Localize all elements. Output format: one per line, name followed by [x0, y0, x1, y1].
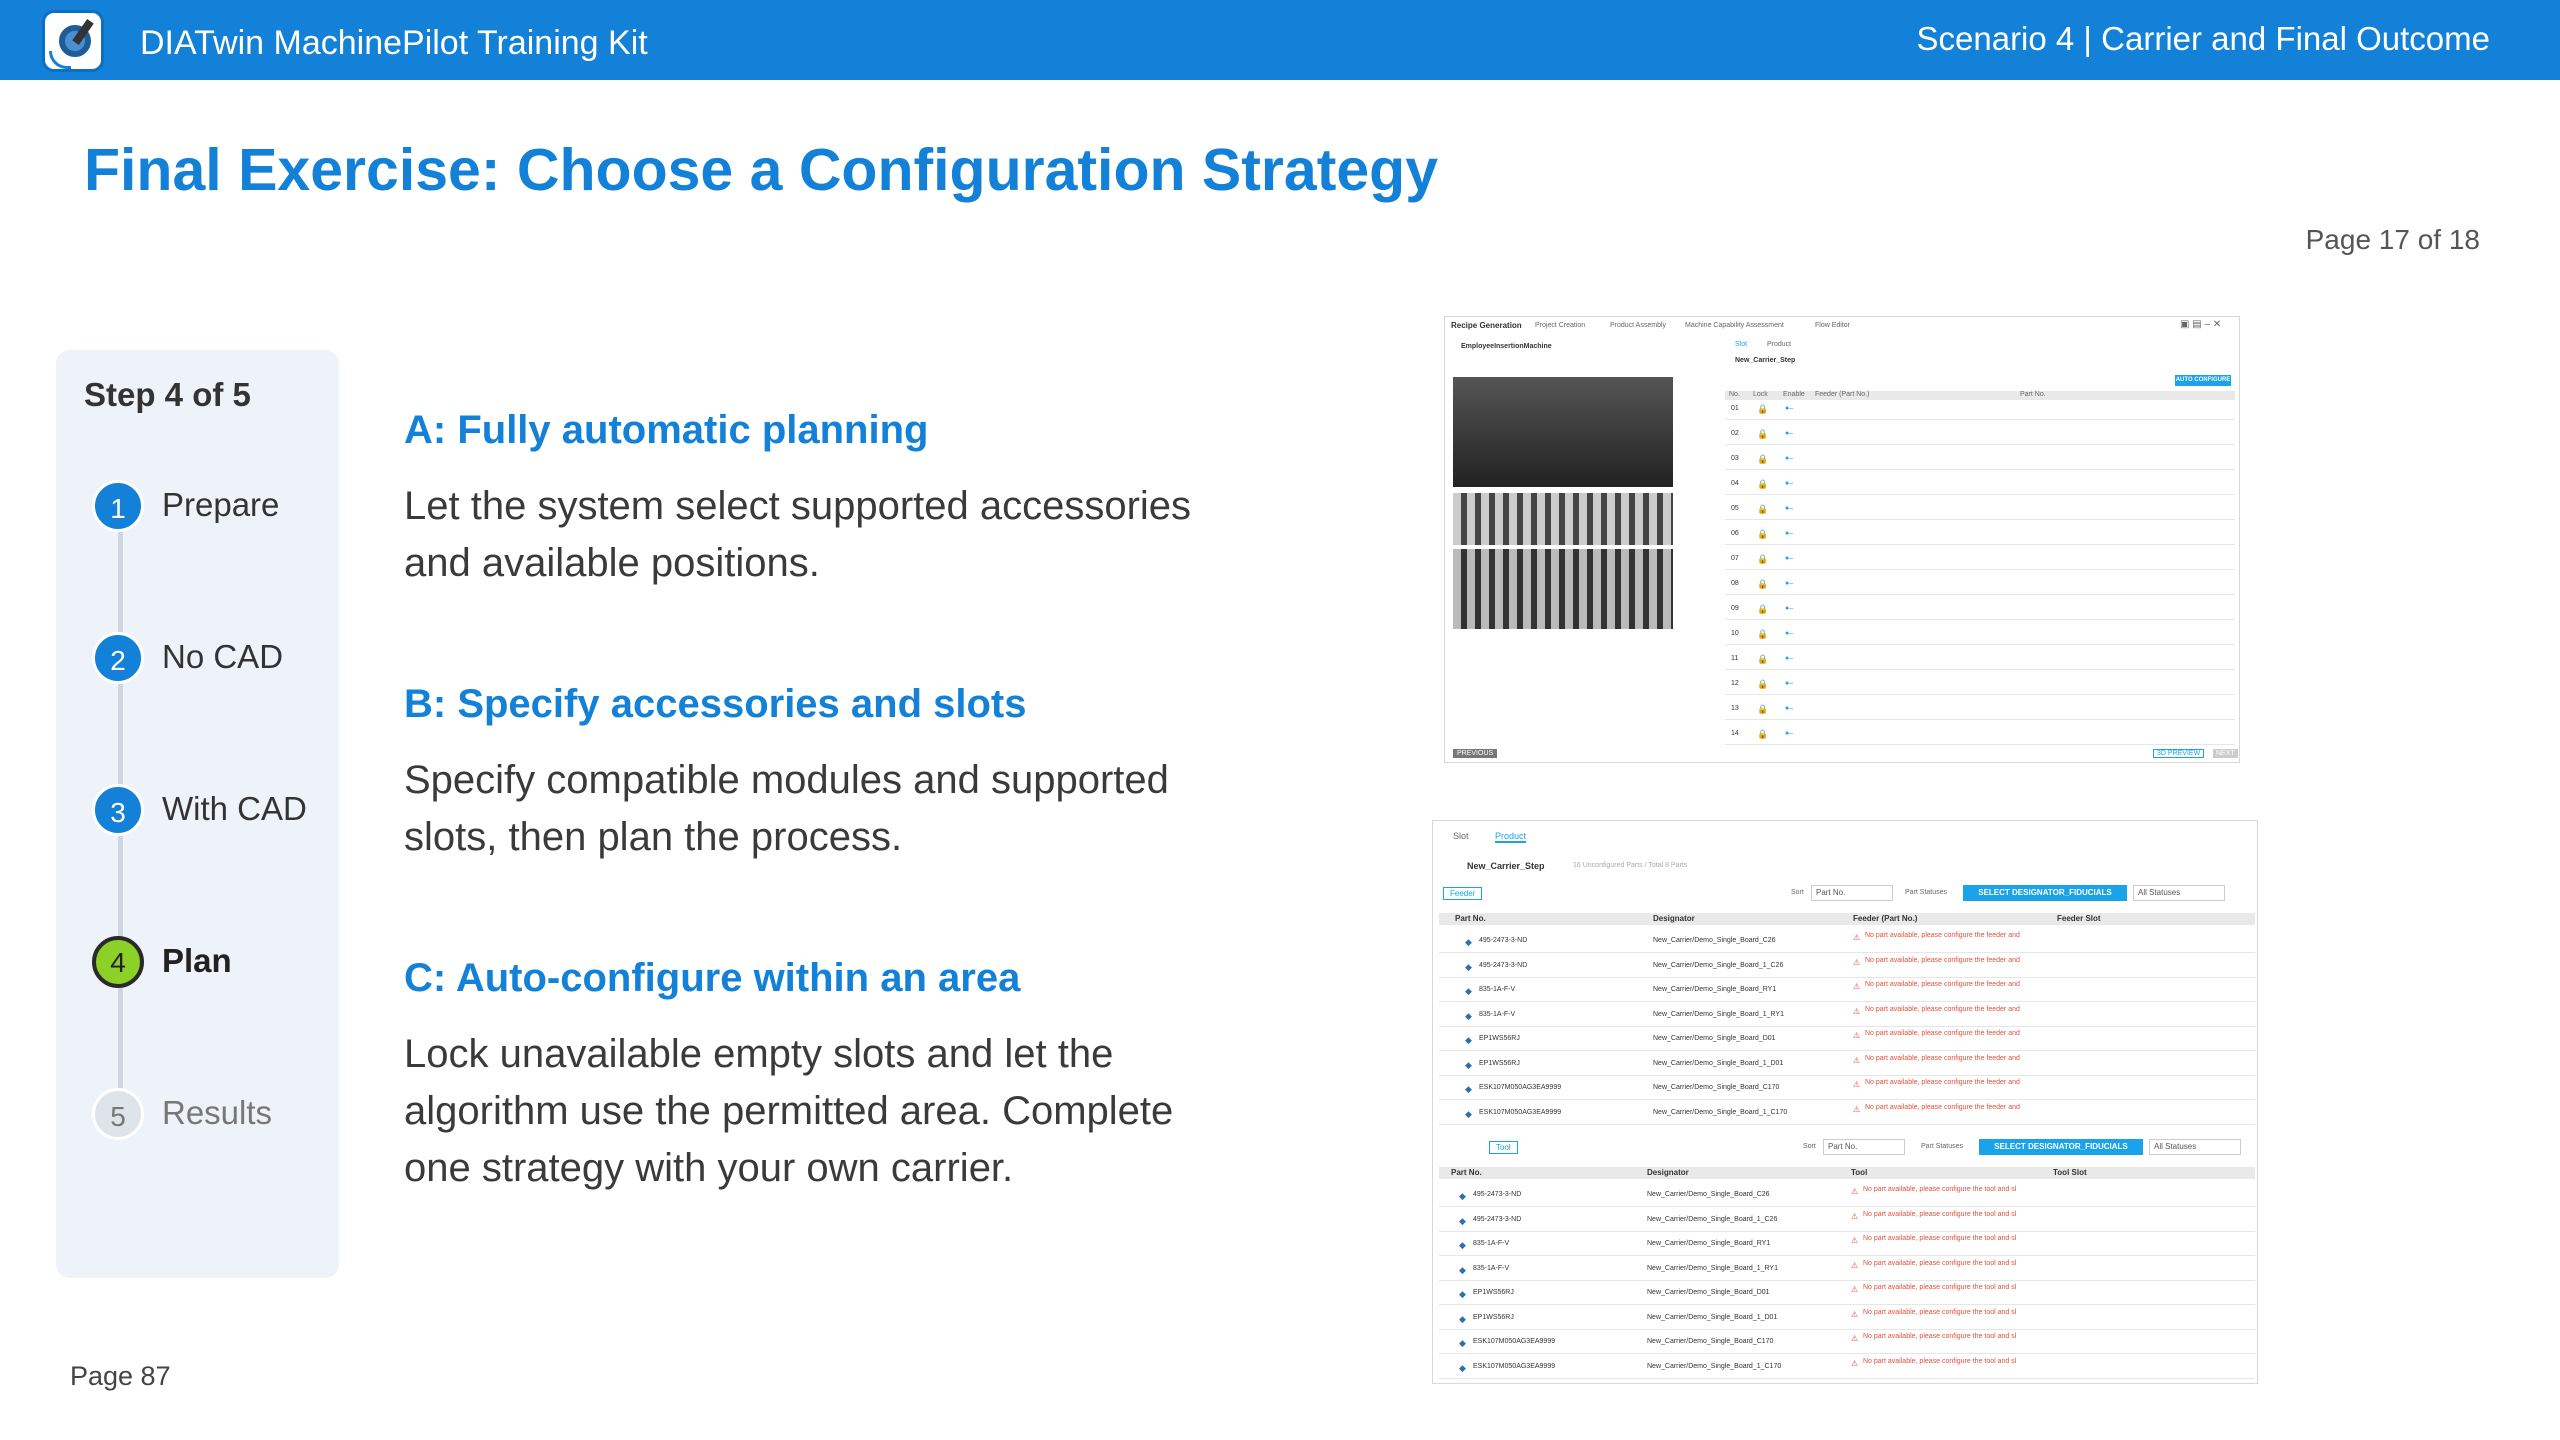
warning-icon: ⚠ [1853, 1104, 1861, 1114]
enable-toggle-icon[interactable]: ●‒ [1785, 730, 1794, 737]
status-select[interactable]: All Statuses [2133, 885, 2225, 901]
warning-icon: ⚠ [1851, 1358, 1859, 1368]
config-warning: No part available, please configure the tool and sl [1863, 1259, 2017, 1267]
lock-icon[interactable]: 🔒 [1757, 504, 1769, 514]
designator: New_Carrier/Demo_Single_Board_1_D01 [1653, 1059, 1784, 1067]
row-divider [1725, 494, 2235, 495]
col-part-no: Part No. [1451, 1168, 1482, 1177]
warning-icon: ⚠ [1853, 933, 1861, 942]
designator: New_Carrier/Demo_Single_Board_C170 [1647, 1338, 1774, 1345]
slot-number: 02 [1731, 430, 1739, 437]
sort-select[interactable]: Part No. [1811, 885, 1893, 901]
enable-toggle-icon[interactable]: ●‒ [1785, 480, 1794, 487]
option-a-body: Let the system select supported accessories and available positions. [404, 484, 1192, 585]
slot-number: 08 [1731, 580, 1739, 587]
row-divider [1725, 594, 2235, 595]
part-statuses-label: Part Statuses [1905, 889, 1948, 896]
config-warning: No part available, please configure the feeder and [1865, 981, 2020, 988]
part-number: EP1WS56RJ [1473, 1289, 1514, 1296]
lock-icon[interactable]: 🔒 [1757, 704, 1769, 714]
sort-select[interactable]: Part No. [1823, 1139, 1905, 1155]
option-b-body: Specify compatible modules and supported slots, then plan the process. [404, 758, 1169, 859]
enable-toggle-icon[interactable]: ●‒ [1785, 605, 1794, 612]
lock-icon[interactable]: 🔒 [1757, 529, 1769, 539]
config-warning: No part available, please configure the tool and sl [1863, 1235, 2017, 1242]
config-warning: No part available, please configure the feeder and [1865, 1005, 2020, 1013]
col-tool: Tool [1851, 1168, 1868, 1177]
app-logo-icon [42, 10, 104, 72]
col-tool-slot: Tool Slot [2053, 1168, 2087, 1177]
sort-label: Sort [1803, 1143, 1816, 1150]
step-no-cad[interactable] [92, 632, 342, 692]
part-number: EP1WS56RJ [1479, 1035, 1520, 1042]
step-label: Results [162, 1094, 273, 1131]
designator: New_Carrier/Demo_Single_Board_C26 [1647, 1191, 1770, 1198]
step-prepare[interactable] [92, 480, 342, 540]
warning-icon: ⚠ [1851, 1309, 1859, 1319]
part-number: 495-2473-3-ND [1479, 937, 1528, 944]
scenario-label: Scenario 4 | Carrier and Final Outcome [1916, 20, 2490, 57]
slot-number: 09 [1731, 605, 1739, 612]
config-warning: No part available, please configure the feeder and [1865, 956, 2020, 964]
part-number: 835-1A-F-V [1473, 1264, 1510, 1272]
part-number: 495-2473-3-ND [1473, 1191, 1522, 1198]
warning-icon: ⚠ [1851, 1334, 1859, 1343]
part-icon: ◆ [1459, 1362, 1466, 1373]
carrier-name: New_Carrier_Step [1735, 357, 1796, 364]
config-warning: No part available, please configure the feeder and [1865, 1030, 2020, 1037]
step-plan[interactable] [92, 936, 342, 996]
row-divider [1725, 744, 2235, 745]
row-divider [1725, 469, 2235, 470]
status-select[interactable]: All Statuses [2149, 1139, 2241, 1155]
slot-number: 10 [1731, 630, 1739, 637]
col-lock: Lock [1753, 391, 1768, 398]
slot-number: 13 [1731, 705, 1739, 712]
designator: New_Carrier/Demo_Single_Board_1_D01 [1647, 1313, 1778, 1321]
lock-icon[interactable]: 🔒 [1757, 729, 1769, 739]
config-warning: No part available, please configure the tool and sl [1863, 1186, 2017, 1193]
part-number: 835-1A-F-V [1473, 1240, 1510, 1247]
part-icon: ◆ [1459, 1264, 1466, 1275]
part-number: ESK107M050AG3EA9999 [1479, 1108, 1562, 1116]
config-warning: No part available, please configure the tool and sl [1863, 1210, 2017, 1218]
row-divider [1439, 1099, 2255, 1100]
option-a-heading: A: Fully automatic planning [404, 408, 929, 452]
page-title: Final Exercise: Choose a Configuration Strategy [84, 137, 1439, 203]
designator: New_Carrier/Demo_Single_Board_1_C26 [1647, 1215, 1778, 1223]
designator: New_Carrier/Demo_Single_Board_C170 [1653, 1084, 1780, 1091]
designator: New_Carrier/Demo_Single_Board_D01 [1653, 1035, 1776, 1042]
designator: New_Carrier/Demo_Single_Board_C26 [1653, 937, 1776, 944]
part-icon: ◆ [1465, 937, 1472, 947]
row-divider [1439, 1231, 2255, 1232]
part-icon: ◆ [1465, 1108, 1472, 1119]
designator: New_Carrier/Demo_Single_Board_1_RY1 [1653, 1010, 1784, 1018]
designator: New_Carrier/Demo_Single_Board_RY1 [1647, 1240, 1771, 1247]
row-divider [1439, 1206, 2255, 1207]
part-icon: ◆ [1459, 1289, 1466, 1299]
row-divider [1725, 444, 2235, 445]
row-divider [1725, 519, 2235, 520]
designator: New_Carrier/Demo_Single_Board_1_C26 [1653, 961, 1784, 969]
part-number: ESK107M050AG3EA9999 [1473, 1362, 1556, 1370]
part-icon: ◆ [1459, 1240, 1466, 1250]
designator: New_Carrier/Demo_Single_Board_1_C170 [1647, 1362, 1782, 1370]
part-icon: ◆ [1459, 1191, 1466, 1201]
lock-icon[interactable]: 🔒 [1757, 429, 1769, 439]
machine-image [1453, 377, 1673, 487]
row-divider [1725, 694, 2235, 695]
tab-slot[interactable]: Slot [1453, 831, 1469, 841]
enable-toggle-icon[interactable]: ●‒ [1785, 555, 1794, 562]
config-warning: No part available, please configure the tool and sl [1863, 1284, 2017, 1291]
machine-image [1453, 493, 1673, 545]
config-warning: No part available, please configure the tool and sl [1863, 1333, 2017, 1340]
designator: New_Carrier/Demo_Single_Board_D01 [1647, 1289, 1770, 1296]
row-divider [1439, 952, 2255, 953]
row-divider [1439, 977, 2255, 978]
enable-toggle-icon[interactable]: ●‒ [1785, 630, 1794, 637]
enable-toggle-icon[interactable]: ●‒ [1785, 530, 1794, 537]
part-icon: ◆ [1465, 1084, 1472, 1094]
slot-number: 03 [1731, 455, 1739, 462]
row-divider [1439, 1075, 2255, 1076]
col-designator: Designator [1647, 1168, 1689, 1177]
crumb: Product Assembly [1610, 322, 1667, 329]
auto-configure-button[interactable]: AUTO CONFIGURE [2175, 375, 2231, 386]
part-icon: ◆ [1459, 1338, 1466, 1348]
page-counter-top: Page 17 of 18 [2305, 224, 2480, 255]
col-feeder: Feeder (Part No.) [1815, 391, 1870, 398]
row-divider [1439, 1124, 2255, 1125]
row-divider [1725, 669, 2235, 670]
warning-icon: ⚠ [1853, 1006, 1861, 1016]
part-number: ESK107M050AG3EA9999 [1473, 1338, 1556, 1345]
lock-icon[interactable]: 🔒 [1757, 679, 1769, 689]
step-number: 2 [92, 632, 144, 684]
product-configuration-screenshot [1432, 820, 2258, 1384]
row-divider [1439, 1304, 2255, 1305]
config-warning: No part available, please configure the feeder and [1865, 1103, 2020, 1111]
warning-icon: ⚠ [1853, 1031, 1861, 1040]
part-number: EP1WS56RJ [1479, 1059, 1520, 1067]
tab-product[interactable]: Product [1767, 341, 1792, 348]
row-divider [1725, 419, 2235, 420]
slot-number: 05 [1731, 505, 1739, 512]
config-warning: No part available, please configure the tool and sl [1863, 1357, 2017, 1365]
enable-toggle-icon[interactable]: ●‒ [1785, 455, 1794, 462]
enable-toggle-icon[interactable]: ●‒ [1785, 705, 1794, 712]
parts-summary: 16 Unconfigured Parts / Total 8 Parts [1573, 862, 1688, 869]
slot-number: 14 [1731, 730, 1739, 737]
slot-number: 01 [1731, 405, 1739, 412]
recipe-generation-screenshot [1444, 316, 2240, 763]
feeder-table-header [1439, 913, 2255, 925]
config-warning: No part available, please configure the feeder and [1865, 1079, 2020, 1086]
col-no: No. [1729, 391, 1740, 398]
top-bar [0, 0, 2560, 80]
sort-label: Sort [1791, 889, 1804, 896]
warning-icon: ⚠ [1851, 1285, 1859, 1294]
tool-table-header [1439, 1167, 2255, 1179]
part-number: 495-2473-3-ND [1473, 1215, 1522, 1223]
enable-toggle-icon[interactable]: ●‒ [1785, 580, 1794, 587]
row-divider [1439, 1378, 2255, 1379]
lock-icon[interactable]: 🔒 [1757, 454, 1769, 464]
step-results[interactable] [92, 1088, 342, 1148]
step-label: No CAD [162, 638, 284, 675]
select-designator-button[interactable]: SELECT DESIGNATOR_FIDUCIALS [1979, 1139, 2143, 1155]
lock-icon[interactable]: 🔒 [1757, 629, 1769, 639]
option-c-heading: C: Auto-configure within an area [404, 956, 1021, 1000]
option-b-heading: B: Specify accessories and slots [404, 682, 1027, 726]
col-enable: Enable [1783, 391, 1805, 398]
tab-product[interactable]: Product [1495, 831, 1527, 841]
previous-button[interactable]: PREVIOUS [1453, 749, 1497, 758]
crumb: Project Creation [1535, 322, 1586, 329]
machine-image [1453, 549, 1673, 629]
step-label: Plan [162, 942, 232, 979]
lock-icon[interactable]: 🔒 [1757, 404, 1769, 414]
warning-icon: ⚠ [1853, 1080, 1861, 1089]
part-number: 835-1A-F-V [1479, 1010, 1516, 1018]
step-number: 1 [92, 480, 144, 532]
step-label: Prepare [162, 486, 280, 523]
col-feeder: Feeder (Part No.) [1853, 914, 1918, 923]
step-number: 5 [92, 1088, 144, 1140]
config-warning: No part available, please configure the tool and sl [1863, 1308, 2017, 1316]
crumb: Machine Capability Assessment [1685, 322, 1784, 329]
part-icon: ◆ [1459, 1313, 1466, 1324]
warning-icon: ⚠ [1853, 957, 1861, 967]
slot-number: 04 [1731, 480, 1739, 487]
step-label: With CAD [162, 790, 307, 827]
slot-number: 12 [1731, 680, 1739, 687]
lock-icon[interactable]: 🔒 [1757, 604, 1769, 614]
lock-icon[interactable]: 🔒 [1757, 654, 1769, 664]
machine-name: EmployeeInsertionMachine [1461, 343, 1552, 350]
enable-toggle-icon[interactable]: ●‒ [1785, 405, 1794, 412]
page-counter-bottom: Page 87 [70, 1361, 171, 1391]
row-divider [1439, 1026, 2255, 1027]
tool-tab[interactable]: Tool [1489, 1141, 1518, 1154]
recipe-title: Recipe Generation [1451, 321, 1522, 330]
part-icon: ◆ [1465, 986, 1472, 996]
warning-icon: ⚠ [1851, 1187, 1859, 1196]
lock-icon[interactable]: 🔒 [1757, 479, 1769, 489]
part-icon: ◆ [1465, 1010, 1472, 1021]
warning-icon: ⚠ [1851, 1211, 1859, 1221]
crumb: Flow Editor [1815, 322, 1851, 329]
part-icon: ◆ [1459, 1215, 1466, 1226]
part-statuses-label: Part Statuses [1921, 1143, 1964, 1150]
step-progress-panel [56, 350, 339, 1278]
next-button[interactable]: NEXT [2213, 749, 2238, 758]
row-divider [1725, 719, 2235, 720]
warning-icon: ⚠ [1851, 1236, 1859, 1245]
part-number: ESK107M050AG3EA9999 [1479, 1084, 1562, 1091]
designator: New_Carrier/Demo_Single_Board_1_C170 [1653, 1108, 1788, 1116]
step-number: 4 [92, 936, 144, 988]
row-divider [1725, 644, 2235, 645]
config-warning: No part available, please configure the feeder and [1865, 932, 2020, 939]
part-number: 835-1A-F-V [1479, 986, 1516, 993]
warning-icon: ⚠ [1853, 982, 1861, 991]
col-part-no: Part No. [1455, 914, 1486, 923]
step-number: 3 [92, 784, 144, 836]
row-divider [1725, 569, 2235, 570]
step-with-cad[interactable] [92, 784, 342, 844]
slot-number: 11 [1731, 655, 1739, 662]
option-c-body: Lock unavailable empty slots and let the algorithm use the permitted area. Complete one strategy with your own carrier. [404, 1032, 1174, 1190]
col-feeder-slot: Feeder Slot [2057, 914, 2101, 923]
part-icon: ◆ [1465, 1035, 1472, 1045]
enable-toggle-icon[interactable]: ●‒ [1785, 505, 1794, 512]
part-number: EP1WS56RJ [1473, 1313, 1514, 1321]
select-designator-button[interactable]: SELECT DESIGNATOR_FIDUCIALS [1963, 885, 2127, 901]
enable-toggle-icon[interactable]: ●‒ [1785, 680, 1794, 687]
warning-icon: ⚠ [1851, 1260, 1859, 1270]
step-heading: Step 4 of 5 [84, 376, 251, 413]
lock-icon[interactable]: 🔒 [1757, 579, 1769, 589]
row-divider [1439, 1255, 2255, 1256]
col-part-no: Part No. [2020, 391, 2046, 398]
part-icon: ◆ [1465, 961, 1472, 972]
designator: New_Carrier/Demo_Single_Board_RY1 [1653, 986, 1777, 993]
slot-number: 06 [1731, 530, 1739, 537]
tab-slot[interactable]: Slot [1735, 341, 1748, 348]
warning-icon: ⚠ [1853, 1055, 1861, 1065]
enable-toggle-icon[interactable]: ●‒ [1785, 430, 1794, 437]
enable-toggle-icon[interactable]: ●‒ [1785, 655, 1794, 662]
config-warning: No part available, please configure the feeder and [1865, 1054, 2020, 1062]
window-controls-icon[interactable]: ▣ ▤ – ✕ [2180, 319, 2222, 330]
row-divider [1439, 1001, 2255, 1002]
part-icon: ◆ [1465, 1059, 1472, 1070]
3d-preview-button[interactable]: 3D PREVIEW [2153, 749, 2204, 758]
slot-number: 07 [1731, 555, 1739, 562]
row-divider [1439, 1329, 2255, 1330]
designator: New_Carrier/Demo_Single_Board_1_RY1 [1647, 1264, 1778, 1272]
app-name: DIATwin MachinePilot Training Kit [140, 24, 648, 62]
row-divider [1439, 1353, 2255, 1354]
part-number: 495-2473-3-ND [1479, 961, 1528, 969]
row-divider [1725, 544, 2235, 545]
carrier-name: New_Carrier_Step [1467, 861, 1545, 871]
row-divider [1439, 1050, 2255, 1051]
col-designator: Designator [1653, 914, 1695, 923]
row-divider [1725, 619, 2235, 620]
lock-icon[interactable]: 🔒 [1757, 554, 1769, 564]
row-divider [1439, 1280, 2255, 1281]
feeder-tab[interactable]: Feeder [1443, 887, 1482, 900]
